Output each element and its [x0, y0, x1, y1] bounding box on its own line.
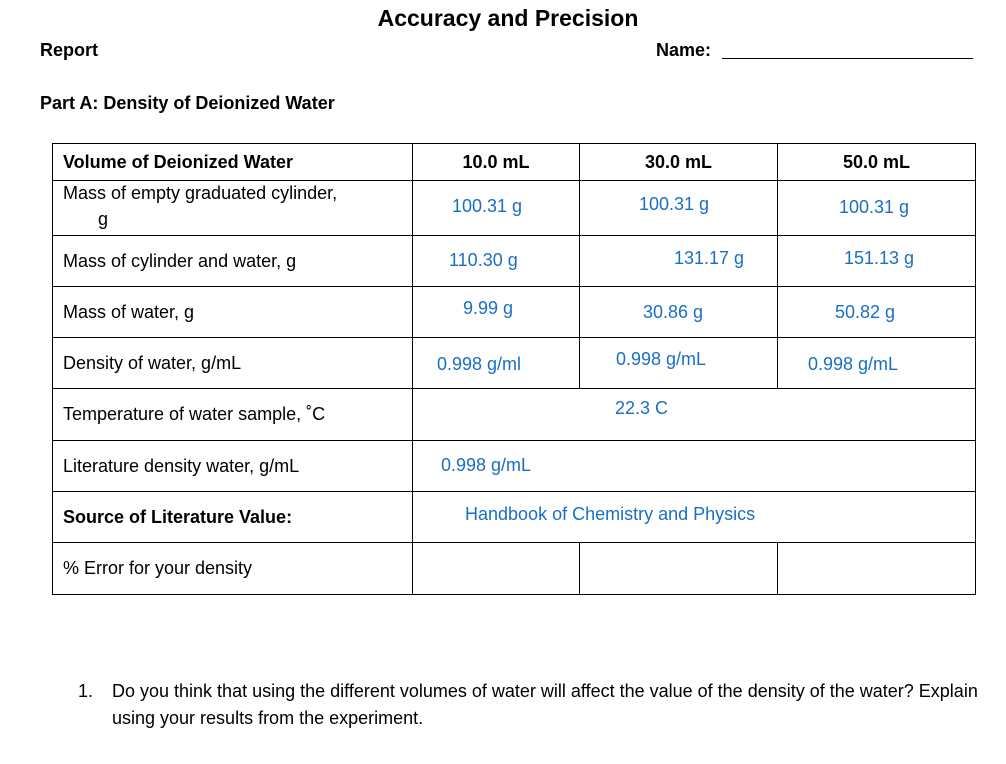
cell-input[interactable] — [413, 492, 976, 543]
density-data-table — [52, 143, 976, 595]
section-title: Part A: Density of Deionized Water — [40, 93, 335, 113]
value-literature-density: 0.998 g/mL — [441, 455, 532, 475]
value-mass-water-50: 50.82 g — [835, 302, 896, 322]
cell-input[interactable] — [413, 236, 580, 287]
value-empty-cylinder-10: 100.31 g — [452, 196, 523, 216]
value-empty-cylinder-30: 100.31 g — [639, 194, 710, 214]
header-label-cell: Volume of Deionized Water — [53, 144, 413, 181]
row-label-line1: Mass of empty graduated cylinder, — [63, 183, 338, 203]
value-source: Handbook of Chemistry and Physics — [465, 504, 756, 524]
value-density-10: 0.998 g/ml — [437, 354, 522, 374]
table-row — [53, 543, 976, 595]
cell-input[interactable] — [778, 543, 976, 595]
header-volume-50: 50.0 mL — [778, 144, 976, 181]
cell-input[interactable] — [580, 236, 778, 287]
cell-input[interactable] — [778, 236, 976, 287]
row-label-empty-cylinder — [53, 181, 413, 236]
value-cylinder-water-30: 131.17 g — [674, 248, 745, 268]
name-label: Name: — [656, 40, 712, 60]
value-empty-cylinder-50: 100.31 g — [839, 197, 910, 217]
question-text: Do you think that using the different volumes of water will affect the value of the density of the water? Explain using your results from the experiment. — [112, 681, 978, 728]
cell-input[interactable] — [413, 441, 976, 492]
value-density-30: 0.998 g/mL — [616, 349, 707, 369]
header-volume-30: 30.0 mL — [580, 144, 778, 181]
table-row — [53, 287, 976, 338]
header-volume-10: 10.0 mL — [413, 144, 580, 181]
value-density-50: 0.998 g/mL — [808, 354, 899, 374]
table-row — [53, 441, 976, 492]
name-blank-line[interactable] — [722, 58, 973, 59]
page-title: Accuracy and Precision — [377, 5, 639, 31]
cell-input[interactable] — [580, 543, 778, 595]
report-label: Report — [40, 40, 98, 60]
table-header-row — [53, 144, 976, 181]
row-label-line2: g — [98, 209, 109, 229]
cell-input[interactable] — [778, 181, 976, 236]
value-temperature: 22.3 C — [615, 398, 669, 418]
table-row — [53, 389, 976, 441]
cell-input[interactable] — [580, 181, 778, 236]
value-cylinder-water-50: 151.13 g — [844, 248, 915, 268]
cell-input[interactable] — [778, 338, 976, 389]
cell-input[interactable] — [580, 287, 778, 338]
value-mass-water-10: 9.99 g — [463, 298, 514, 318]
row-label-source: Source of Literature Value: — [53, 492, 413, 543]
table-row — [53, 236, 976, 287]
row-label-mass-water: Mass of water, g — [53, 287, 413, 338]
table-row — [53, 181, 976, 236]
value-cylinder-water-10: 110.30 g — [449, 250, 518, 270]
question-number: 1. — [78, 681, 94, 701]
cell-input[interactable] — [413, 338, 580, 389]
row-label-density: Density of water, g/mL — [53, 338, 413, 389]
cell-input[interactable] — [778, 287, 976, 338]
row-label-literature-density: Literature density water, g/mL — [53, 441, 413, 492]
cell-input[interactable] — [413, 389, 976, 441]
table-row — [53, 338, 976, 389]
cell-input[interactable] — [413, 181, 580, 236]
row-label-temperature: Temperature of water sample, ˚C — [53, 389, 413, 441]
cell-input[interactable] — [413, 543, 580, 595]
row-label-cylinder-water: Mass of cylinder and water, g — [53, 236, 413, 287]
cell-input[interactable] — [580, 338, 778, 389]
row-label-percent-error: % Error for your density — [53, 543, 413, 595]
value-mass-water-30: 30.86 g — [643, 302, 704, 322]
cell-input[interactable] — [413, 287, 580, 338]
table-row — [53, 492, 976, 543]
